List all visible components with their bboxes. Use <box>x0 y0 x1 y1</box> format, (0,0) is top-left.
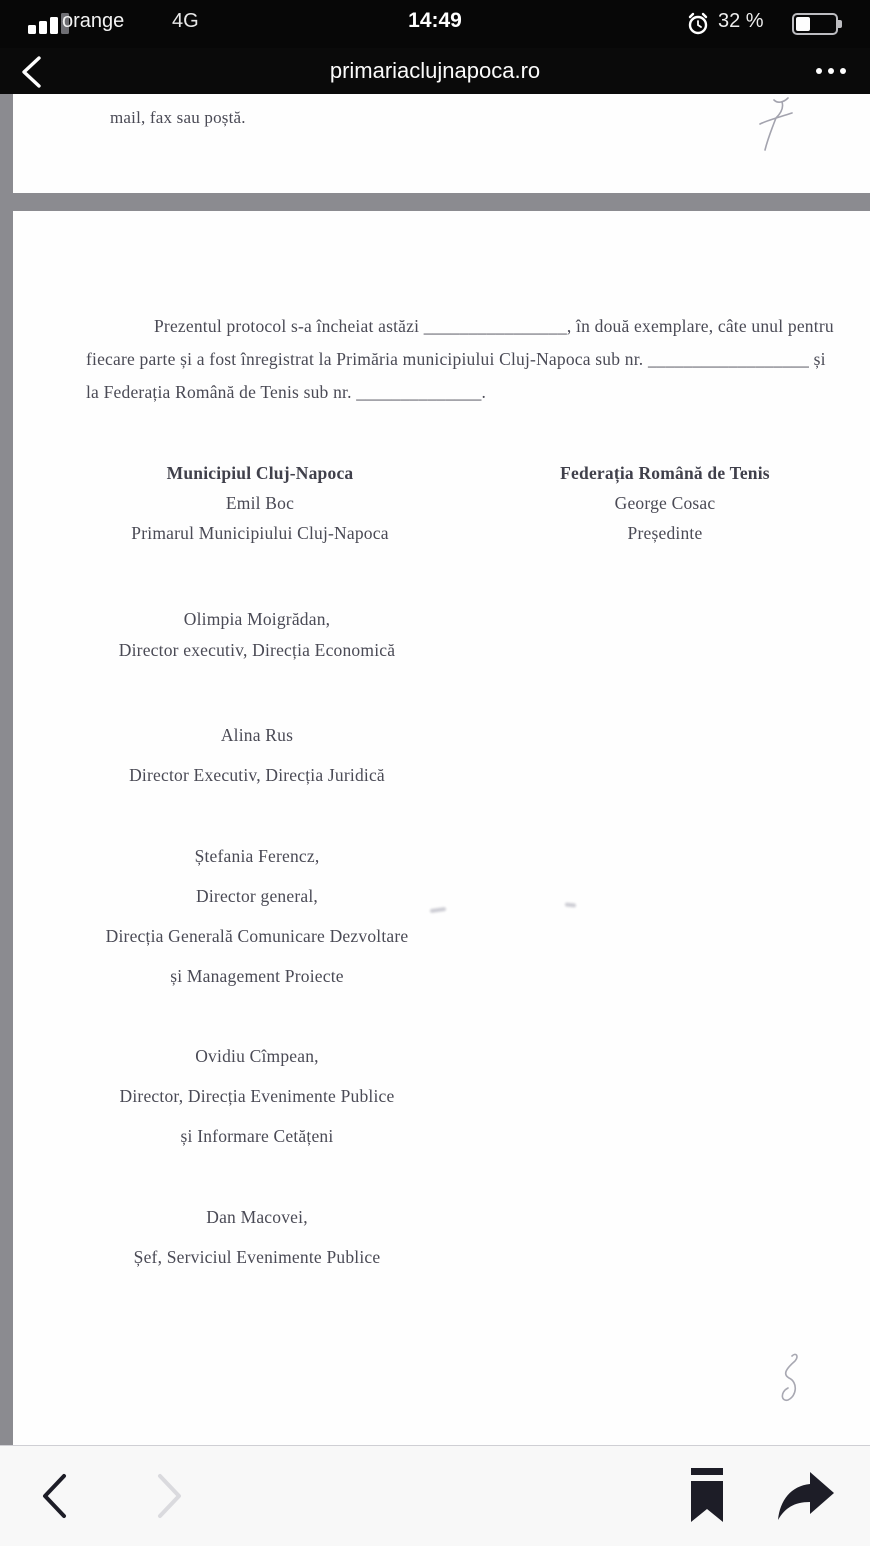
pdf-viewer[interactable] <box>0 94 870 1445</box>
official-line: Director executiv, Direcția Economică <box>118 640 396 660</box>
official-signature-block <box>62 1036 452 1156</box>
official-signature-block <box>62 604 452 666</box>
signer-title: Primarul Municipiului Cluj-Napoca <box>131 523 389 543</box>
handwritten-page-number-8 <box>772 1350 808 1412</box>
browser-toolbar <box>0 1445 870 1546</box>
browser-nav-bar <box>0 48 870 94</box>
party-name: Municipiul Cluj-Napoca <box>166 463 354 483</box>
share-button[interactable] <box>776 1470 836 1527</box>
handwritten-page-number-7 <box>752 96 800 154</box>
bookmark-button[interactable] <box>688 1468 726 1529</box>
official-line: Ovidiu Cîmpean, <box>195 1046 319 1066</box>
paragraph-line: fiecare parte și a fost înregistrat la Primăria municipiului Cluj-Napoca sub nr. __________________ și <box>86 349 826 369</box>
signature-left-party <box>75 458 445 548</box>
battery-percent-label: 32 % <box>718 10 764 32</box>
scan-artifact <box>565 902 576 907</box>
official-line: Dan Macovei, <box>206 1207 308 1227</box>
network-type-label: 4G <box>172 10 199 32</box>
carrier-label: orange <box>62 10 125 32</box>
status-bar <box>0 0 870 48</box>
viewer-margin <box>0 94 13 1445</box>
more-menu-button[interactable] <box>816 60 846 74</box>
official-line: Director general, <box>196 886 318 906</box>
official-line: Șef, Serviciul Evenimente Publice <box>133 1247 381 1267</box>
official-line: Director, Direcția Evenimente Publice <box>119 1086 395 1106</box>
page-break <box>0 193 870 211</box>
official-line: Alina Rus <box>220 725 294 745</box>
signer-title: Președinte <box>627 523 703 543</box>
history-forward-button[interactable] <box>152 1472 186 1525</box>
official-signature-block <box>62 1197 452 1277</box>
official-line: Ștefania Ferencz, <box>194 846 320 866</box>
official-line: și Informare Cetățeni <box>180 1126 334 1146</box>
paragraph-line: la Federația Română de Tenis sub nr. ______________. <box>86 382 487 402</box>
prev-page-last-line: mail, fax sau poștă. <box>110 108 246 127</box>
official-line: Olimpia Moigrădan, <box>183 609 331 629</box>
signature-right-party <box>480 458 850 548</box>
official-line: și Management Proiecte <box>170 966 344 986</box>
signer-name: George Cosac <box>614 493 716 513</box>
official-line: Direcția Generală Comunicare Dezvoltare <box>105 926 409 946</box>
closing-paragraph <box>86 310 832 409</box>
party-name: Federația Română de Tenis <box>560 463 770 483</box>
battery-icon <box>792 13 838 35</box>
official-signature-block <box>62 836 452 996</box>
history-back-button[interactable] <box>38 1472 72 1525</box>
signer-name: Emil Boc <box>225 493 295 513</box>
official-signature-block <box>62 715 452 795</box>
official-line: Director Executiv, Direcția Juridică <box>129 765 385 785</box>
url-title[interactable]: primariaclujnapoca.ro <box>329 58 541 83</box>
alarm-clock-icon <box>686 12 710 41</box>
clock-label: 14:49 <box>408 9 462 32</box>
paragraph-line: Prezentul protocol s-a încheiat astăzi ________________, în două exemplare, câte unul pentru <box>154 316 834 336</box>
